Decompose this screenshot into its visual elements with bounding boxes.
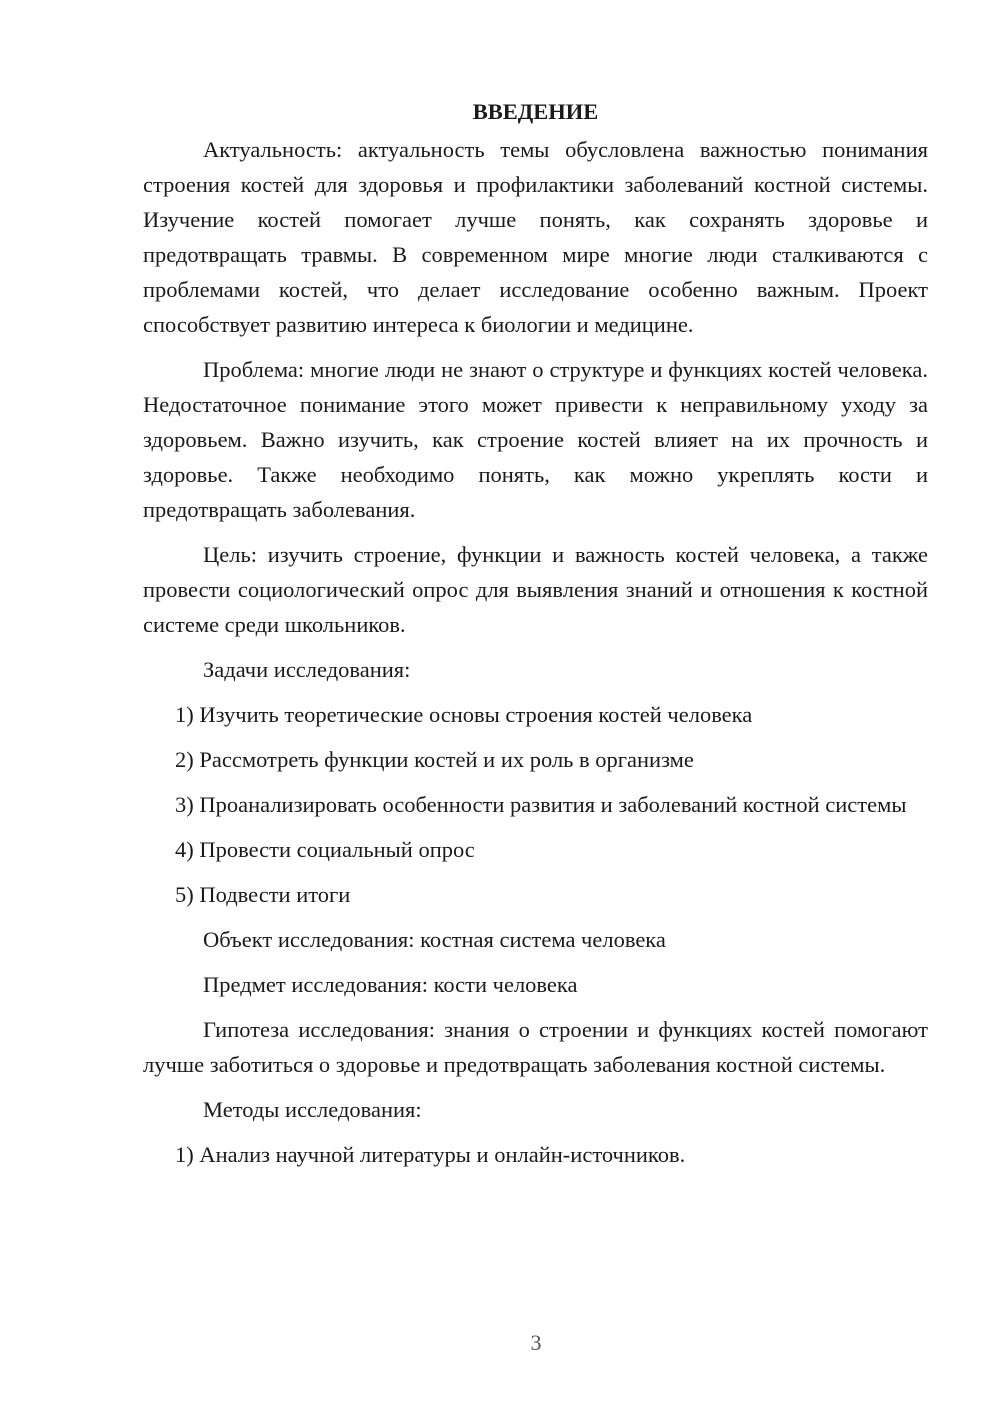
task-item: 2) Рассмотреть функции костей и их роль в организме (175, 747, 694, 772)
document-page (143, 92, 928, 1182)
methods-label: Методы исследования: (203, 1097, 422, 1122)
task-item: 3) Проанализировать особенности развития и заболеваний костной системы (175, 792, 907, 817)
subject-line: Предмет исследования: кости человека (203, 972, 578, 997)
goal-paragraph: Цель: изучить строение, функции и важность костей человека, а также провести социологический опрос для выявления знаний и отношения к костной системе среди школьников. (143, 542, 928, 637)
hypothesis-paragraph: Гипотеза исследования: знания о строении и функциях костей помогают лучше заботиться о здоровье и предотвращать заболевания костной системы. (143, 1017, 928, 1077)
task-item: 1) Изучить теоретические основы строения костей человека (175, 702, 753, 727)
tasks-label: Задачи исследования: (203, 657, 411, 682)
relevance-paragraph: Актуальность: актуальность темы обусловлена важностью понимания строения костей для здоровья и профилактики заболеваний костной системы. Изучение костей помогает лучше понять, как сохранять здоровье и предотвращать травмы. В современном мире многие люди сталкиваются с проблемами костей, что делает исследование особенно важным. Проект способствует развитию интереса к биологии и медицине. (143, 137, 928, 337)
object-line: Объект исследования: костная система человека (203, 927, 666, 952)
page-number: 3 (530, 1330, 542, 1355)
task-item: 4) Провести социальный опрос (175, 837, 475, 862)
section-heading: ВВЕДЕНИЕ (472, 99, 599, 124)
task-item: 5) Подвести итоги (175, 882, 351, 907)
method-item: 1) Анализ научной литературы и онлайн-источников. (175, 1142, 686, 1167)
problem-paragraph: Проблема: многие люди не знают о структуре и функциях костей человека. Недостаточное понимание этого может привести к неправильному уходу за здоровьем. Важно изучить, как строение костей влияет на их прочность и здоровье. Также необходимо понять, как можно укреплять кости и предотвращать заболевания. (143, 357, 928, 522)
